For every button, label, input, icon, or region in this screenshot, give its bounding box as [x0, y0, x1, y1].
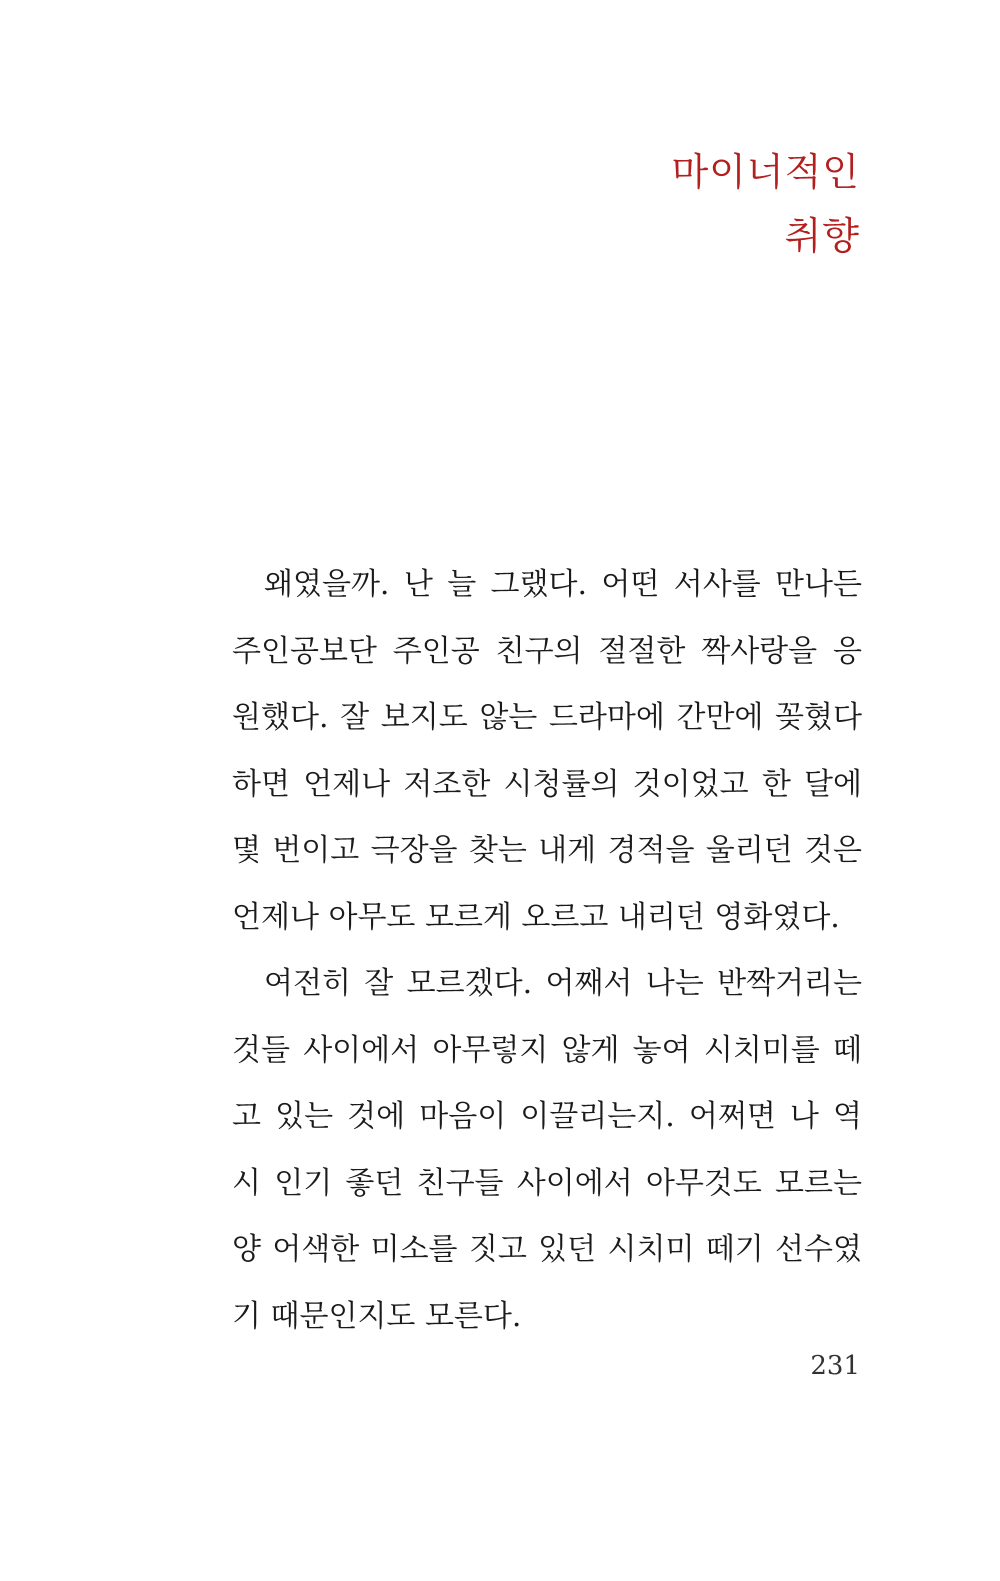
body-line: 고 있는 것에 마음이 이끌리는지. 어쩌면 나 역 [232, 1099, 862, 1134]
chapter-title [671, 140, 860, 268]
body-line: 것들 사이에서 아무렇지 않게 놓여 시치미를 떼 [232, 1032, 862, 1068]
body-line: 시 인기 좋던 친구들 사이에서 아무것도 모르는 [232, 1165, 862, 1201]
body-text [232, 552, 862, 1350]
body-line: 하면 언제나 저조한 시청률의 것이었고 한 달에 [232, 766, 862, 802]
body-line: 언제나 아무도 모르게 오르고 내리던 영화였다. [232, 899, 840, 935]
body-line: 주인공보단 주인공 친구의 절절한 짝사랑을 응 [232, 633, 862, 669]
body-line: 여전히 잘 모르겠다. 어째서 나는 반짝거리는 [264, 966, 862, 1001]
chapter-title-line-2: 취향 [784, 214, 860, 258]
body-line: 몇 번이고 극장을 찾는 내게 경적을 울리던 것은 [232, 833, 862, 868]
body-line: 양 어색한 미소를 짓고 있던 시치미 떼기 선수였 [232, 1232, 862, 1267]
body-line: 기 때문인지도 모른다. [232, 1298, 522, 1334]
chapter-title-line-1: 마이너적인 [671, 150, 860, 194]
body-line: 왜였을까. 난 늘 그랬다. 어떤 서사를 만나든 [264, 567, 862, 602]
page-number: 231 [810, 1351, 860, 1381]
body-line: 원했다. 잘 보지도 않는 드라마에 간만에 꽂혔다 [232, 700, 862, 735]
